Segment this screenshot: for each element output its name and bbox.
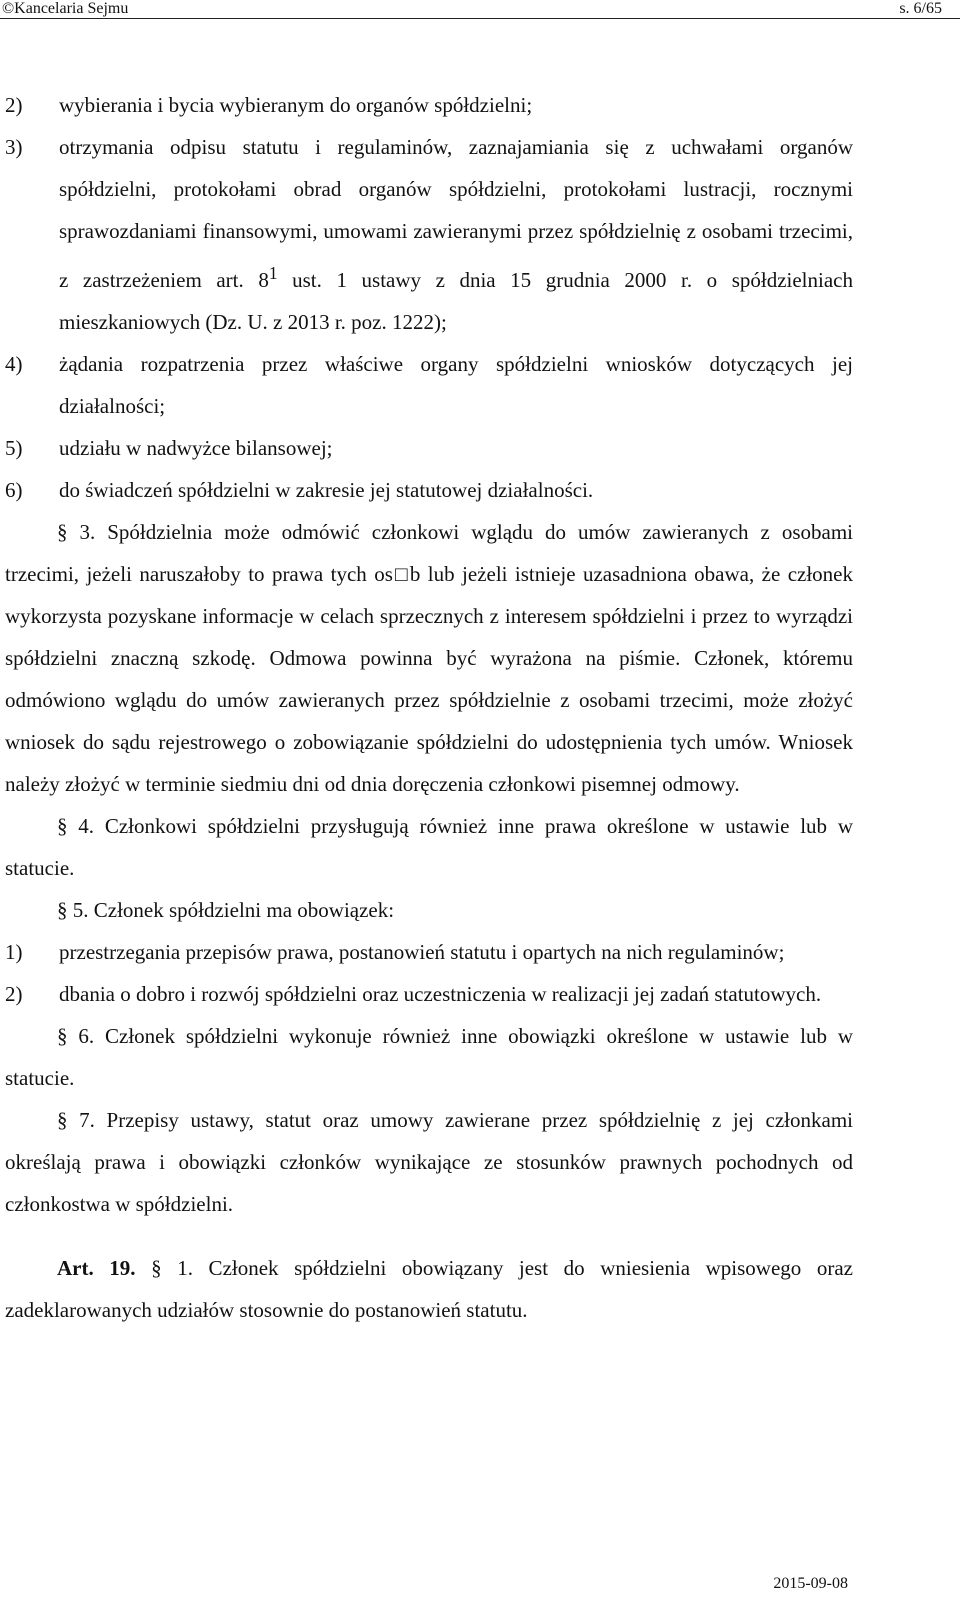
list-number: 3) xyxy=(5,135,23,159)
list-number: 5) xyxy=(5,436,23,460)
article-text: § 1. Członek spółdzielni obowiązany jest do wniesienia wpisowego oraz zadeklarowanych udziałów stosownie do postanowień statutu. xyxy=(5,1256,853,1322)
list-text xyxy=(59,126,853,343)
item-3-before-sup: otrzymania odpisu statutu i regulaminów, zaznajamiania się z uchwałami organów spółdzielni, protokołami obrad organów spółdzielni, protokołami lustracji, rocznymi sprawozdaniami finansowymi, umowami zawieranymi przez spółdzielnię z osobami trzecimi, z zastrzeżeniem art. 8 xyxy=(59,135,853,292)
paragraph-6: § 6. Członek spółdzielni wykonuje również inne obowiązki określone w ustawie lub w statucie. xyxy=(5,1024,853,1090)
list-number: 1) xyxy=(5,940,23,964)
list-number: 2) xyxy=(5,982,23,1006)
copyright-text: ©Kancelaria Sejmu xyxy=(2,0,129,17)
list-number: 2) xyxy=(5,93,23,117)
list-item-4 xyxy=(5,343,853,427)
document-date: 2015-09-08 xyxy=(773,1575,848,1592)
article-19 xyxy=(5,1247,853,1331)
document-body xyxy=(5,84,853,1331)
page-number: s. 6/65 xyxy=(899,0,942,17)
list-text: wybierania i bycia wybieranym do organów spółdzielni; xyxy=(59,93,533,117)
list-text: żądania rozpatrzenia przez właściwe organy spółdzielni wniosków dotyczących jej działalności; xyxy=(59,352,853,418)
list-text: przestrzegania przepisów prawa, postanowień statutu i opartych na nich regulaminów; xyxy=(59,940,785,964)
list-number: 6) xyxy=(5,478,23,502)
list-text: udziału w nadwyżce bilansowej; xyxy=(59,436,333,460)
list-item-6 xyxy=(5,469,853,511)
page-header xyxy=(0,0,960,28)
list-text: do świadczeń spółdzielni w zakresie jej statutowej działalności. xyxy=(59,478,594,502)
list-item-3 xyxy=(5,126,853,343)
paragraph-7: § 7. Przepisy ustawy, statut oraz umowy zawierane przez spółdzielnię z jej członkami określają prawa i obowiązki członków wynikające ze stosunków prawnych pochodnych od członkostwa w spółdzielni. xyxy=(5,1108,853,1216)
duty-item-1 xyxy=(5,931,853,973)
list-item-5 xyxy=(5,427,853,469)
list-item-2 xyxy=(5,84,853,126)
header-divider xyxy=(0,18,960,19)
item-3-after-sup: ust. 1 ustawy z dnia 15 grudnia 2000 r. o spółdzielniach mieszkaniowych (Dz. U. z 2013 r. poz. 1222); xyxy=(59,268,853,334)
paragraph-4: § 4. Członkowi spółdzielni przysługują również inne prawa określone w ustawie lub w statucie. xyxy=(5,814,853,880)
paragraph-3: § 3. Spółdzielnia może odmówić członkowi wglądu do umów zawieranych z osobami trzecimi, jeżeli naruszałoby to prawa tych os□b lub jeżeli istnieje uzasadniona obawa, że członek wykorzysta pozyskane informacje w celach sprzecznych z interesem spółdzielni i przez to wyrządzi spółdzielni znaczną szkodę. Odmowa powinna być wyrażona na piśmie. Członek, któremu odmówiono wglądu do umów zawieranych przez spółdzielnie z osobami trzecimi, może złożyć wniosek do sądu rejestrowego o zobowiązanie spółdzielni do udostępnienia tych umów. Wniosek należy złożyć w terminie siedmiu dni od dnia doręczenia członkowi pisemnej odmowy. xyxy=(5,520,853,796)
paragraph-5: § 5. Członek spółdzielni ma obowiązek: xyxy=(57,898,395,922)
duty-item-2 xyxy=(5,973,853,1015)
superscript: 1 xyxy=(268,263,278,283)
list-number: 4) xyxy=(5,352,23,376)
article-label: Art. 19. xyxy=(57,1256,136,1280)
list-text: dbania o dobro i rozwój spółdzielni oraz uczestniczenia w realizacji jej zadań statutowych. xyxy=(59,982,822,1006)
